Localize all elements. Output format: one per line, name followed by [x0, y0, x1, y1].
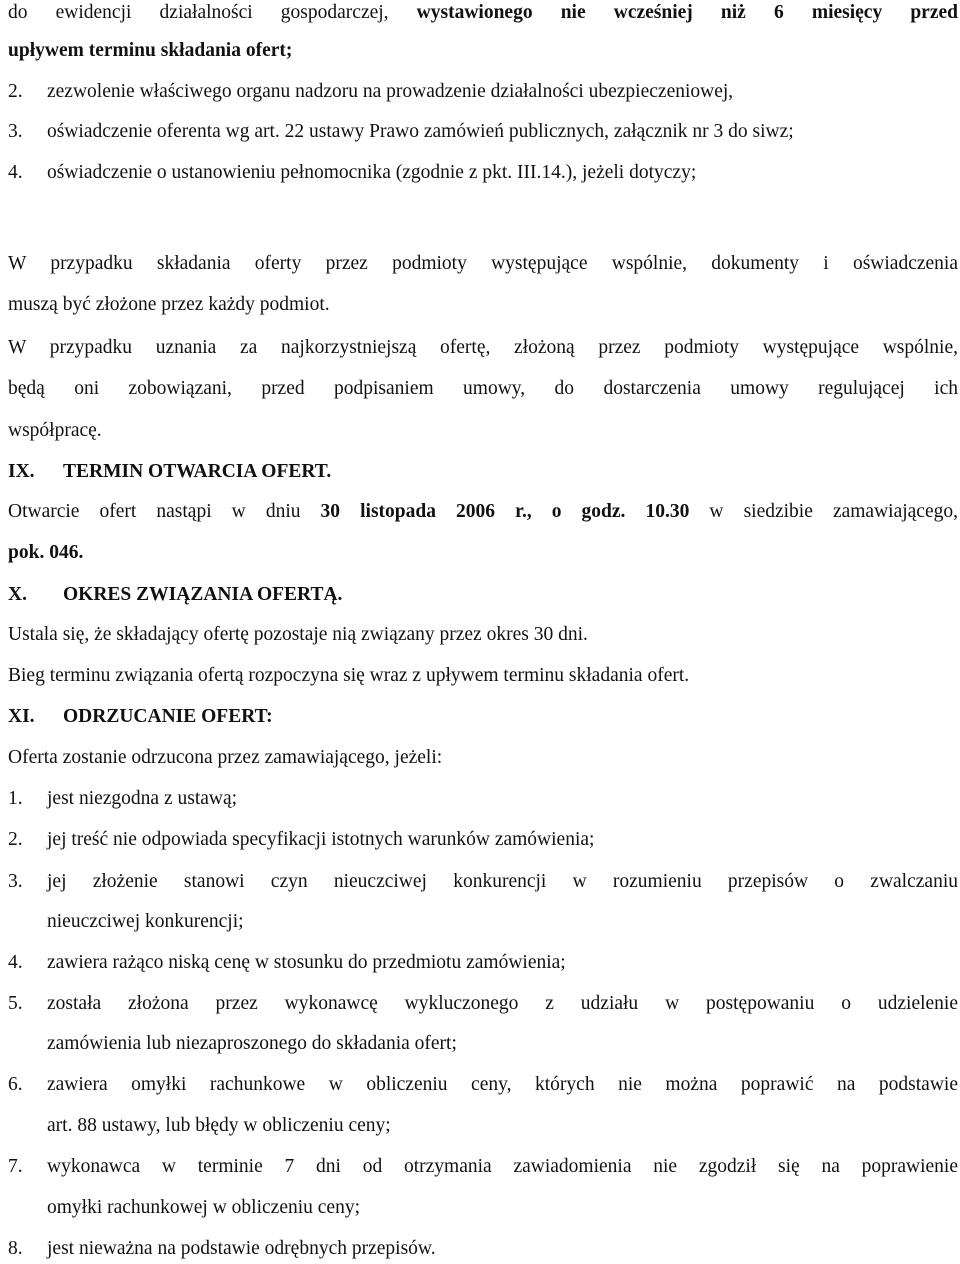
reject-item-7-line-1: wykonawca w terminie 7 dni od otrzymania zawiadomienia nie zgodził się na poprawienie	[47, 1156, 958, 1177]
section-11-heading	[8, 706, 958, 728]
reject-item-7-line-2: omyłki rachunkowej w obliczeniu ceny;	[47, 1197, 360, 1218]
joint-paragraph-1-line-2: muszą być złożone przez każdy podmiot.	[8, 294, 330, 315]
reject-item-6-line-1: zawiera omyłki rachunkowe w obliczeniu ceny, których nie można poprawić na podstawie	[47, 1074, 958, 1095]
section-9-number: IX.	[8, 461, 35, 482]
reject-item-6-number: 6.	[8, 1074, 23, 1095]
reject-item-3-number: 3.	[8, 871, 23, 892]
doc-item-1-line-2: upływem terminu składania ofert;	[8, 40, 293, 61]
joint-paragraph-2-line-1: W przypadku uznania za najkorzystniejszą ofertę, złożoną przez podmioty występujące wspólnie,	[8, 337, 958, 358]
doc-item-1-line-1	[8, 2, 958, 24]
room-number: pok. 046.	[8, 542, 84, 563]
section-11-number: XI.	[8, 706, 35, 727]
reject-item-6-line-2: art. 88 ustawy, lub błędy w obliczeniu ceny;	[47, 1115, 391, 1136]
reject-item-4-text: zawiera rażąco niską cenę w stosunku do przedmiotu zamówienia;	[47, 952, 566, 973]
reject-item-5-number: 5.	[8, 993, 23, 1014]
reject-item-2-number: 2.	[8, 829, 23, 850]
opening-date-time: 30 listopada 2006 r., o godz. 10.30	[320, 501, 690, 522]
reject-item-8-text: jest nieważna na podstawie odrębnych przepisów.	[47, 1238, 436, 1259]
doc-item-3-text: oświadczenie oferenta wg art. 22 ustawy Prawo zamówień publicznych, załącznik nr 3 do siwz;	[47, 121, 794, 142]
section-9-line-1: Otwarcie ofert nastąpi w dniu 30 listopada 2006 r., o godz. 10.30 w siedzibie zamawiającego,	[8, 501, 958, 522]
section-10-title: OKRES ZWIĄZANIA OFERTĄ.	[63, 584, 343, 605]
section-10-number: X.	[8, 584, 27, 605]
doc-item-1-text: do ewidencji działalności gospodarczej,	[8, 2, 417, 23]
reject-item-7-number: 7.	[8, 1156, 23, 1177]
section-10-line-2: Bieg terminu związania ofertą rozpoczyna się wraz z upływem terminu składania ofert.	[8, 665, 690, 686]
section-11-intro: Oferta zostanie odrzucona przez zamawiającego, jeżeli:	[8, 747, 443, 768]
section-10-line-1: Ustala się, że składający ofertę pozostaje nią związany przez okres 30 dni.	[8, 624, 588, 645]
joint-paragraph-1-line-1: W przypadku składania oferty przez podmioty występujące wspólnie, dokumenty i oświadczenia	[8, 253, 958, 274]
reject-item-5-line-2: zamówienia lub niezaproszonego do składania ofert;	[47, 1033, 457, 1054]
reject-item-1-number: 1.	[8, 788, 23, 809]
section-11-title: ODRZUCANIE OFERT:	[63, 706, 273, 727]
reject-item-4-number: 4.	[8, 952, 23, 973]
joint-paragraph-2-line-3: współpracę.	[8, 420, 102, 441]
reject-item-8-number: 8.	[8, 1238, 23, 1259]
section-10-heading	[8, 584, 958, 606]
section-9-heading	[8, 461, 958, 483]
reject-item-1-text: jest niezgodna z ustawą;	[47, 788, 238, 809]
doc-item-2-text: zezwolenie właściwego organu nadzoru na prowadzenie działalności ubezpieczeniowej,	[47, 81, 734, 102]
doc-item-1-bold-text: wystawionego nie wcześniej niż 6 miesięcy przed	[416, 2, 958, 23]
section-9-title: TERMIN OTWARCIA OFERT.	[63, 461, 332, 482]
doc-item-3-number: 3.	[8, 121, 23, 142]
reject-item-3-line-1: jej złożenie stanowi czyn nieuczciwej konkurencji w rozumieniu przepisów o zwalczaniu	[47, 871, 958, 892]
reject-item-5-line-1: została złożona przez wykonawcę wykluczonego z udziału w postępowaniu o udzielenie	[47, 993, 958, 1014]
reject-item-2-text: jej treść nie odpowiada specyfikacji istotnych warunków zamówienia;	[47, 829, 595, 850]
section-9-line-2	[8, 542, 958, 564]
joint-paragraph-2-line-2: będą oni zobowiązani, przed podpisaniem umowy, do dostarczenia umowy regulującej ich	[8, 378, 958, 399]
doc-item-4-number: 4.	[8, 162, 23, 183]
reject-item-3-line-2: nieuczciwej konkurencji;	[47, 911, 244, 932]
doc-item-2-number: 2.	[8, 81, 23, 102]
doc-item-4-text: oświadczenie o ustanowieniu pełnomocnika (zgodnie z pkt. III.14.), jeżeli dotyczy;	[47, 162, 697, 183]
